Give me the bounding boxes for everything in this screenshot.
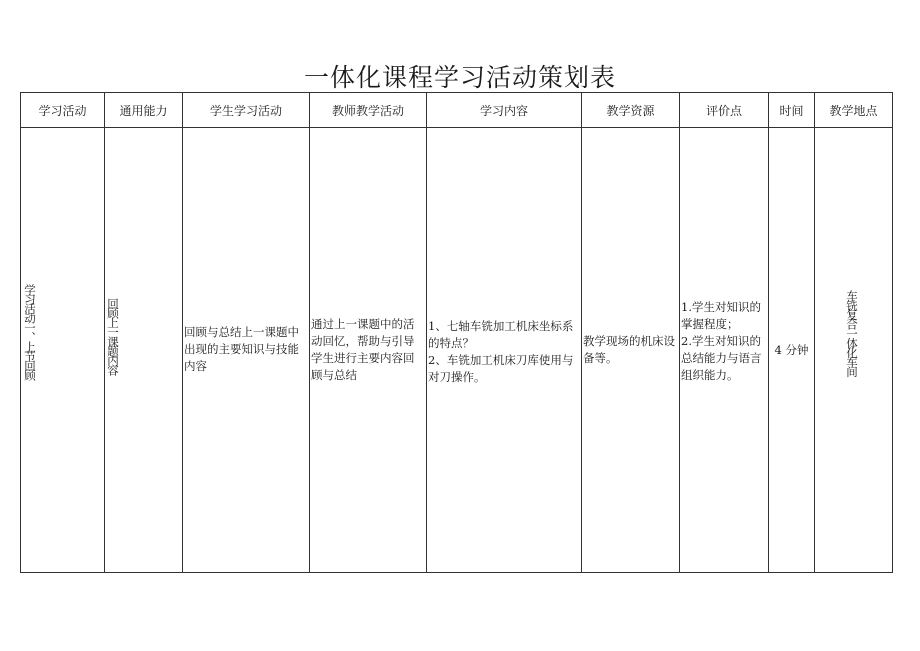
evaluation-item-2: 2.学生对知识的总结能力与语言组织能力。 bbox=[681, 334, 762, 382]
cell-ability bbox=[105, 128, 183, 573]
cell-time bbox=[769, 128, 815, 573]
resources-text: 教学现场的机床设备等。 bbox=[583, 334, 675, 365]
cell-learning-content bbox=[427, 128, 582, 573]
ability-text: 回顾上一课题内容 bbox=[106, 298, 120, 374]
location-text: 车铣复合一体化车间 bbox=[845, 290, 859, 376]
header-location: 教学地点 bbox=[815, 93, 893, 128]
cell-resources bbox=[582, 128, 680, 573]
cell-activity bbox=[21, 128, 105, 573]
header-teacher-activity: 教师教学活动 bbox=[310, 93, 427, 128]
activity-plan-table bbox=[20, 92, 893, 573]
header-time: 时间 bbox=[769, 93, 815, 128]
header-learning-content: 学习内容 bbox=[427, 93, 582, 128]
activity-text: 学习活动一、上节回顾 bbox=[23, 284, 37, 379]
header-student-activity: 学生学习活动 bbox=[183, 93, 310, 128]
header-resources: 教学资源 bbox=[582, 93, 680, 128]
evaluation-item-1: 1.学生对知识的掌握程度； bbox=[681, 300, 761, 331]
teacher-activity-text: 通过上一课题中的活动回忆，帮助与引导学生进行主要内容回顾与总结 bbox=[311, 317, 415, 382]
page-title: 一体化课程学习活动策划表 bbox=[303, 63, 616, 92]
header-activity: 学习活动 bbox=[21, 93, 105, 128]
header-ability: 通用能力 bbox=[105, 93, 183, 128]
cell-evaluation bbox=[680, 128, 769, 573]
cell-student-activity bbox=[183, 128, 310, 573]
header-evaluation: 评价点 bbox=[680, 93, 769, 128]
table-row bbox=[21, 128, 893, 573]
student-activity-text: 回顾与总结上一课题中出现的主要知识与技能内容 bbox=[184, 325, 299, 373]
content-item-2: 2、车铣加工机床刀库使用与对刀操作。 bbox=[428, 353, 574, 384]
content-item-1: 1、七轴车铣加工机床坐标系的特点？ bbox=[428, 319, 574, 350]
cell-location bbox=[815, 128, 893, 573]
time-text: 4 分钟 bbox=[774, 343, 809, 357]
header-row bbox=[21, 93, 893, 128]
cell-teacher-activity bbox=[310, 128, 427, 573]
